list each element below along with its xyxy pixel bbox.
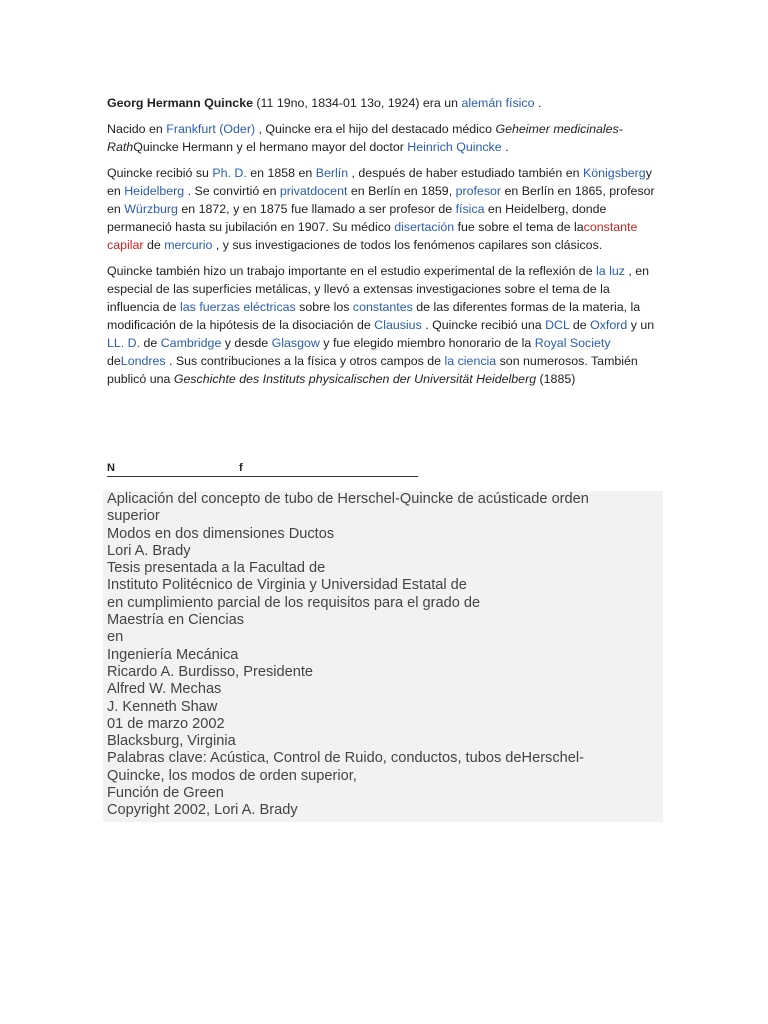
link-frankfurt[interactable]: Frankfurt (Oder) <box>166 122 256 136</box>
thesis-line: en cumplimiento parcial de los requisitos para el grado de <box>107 594 481 611</box>
thesis-line: Blacksburg, Virginia <box>107 733 236 750</box>
thesis-line: superior <box>107 508 160 525</box>
career-paragraph: Quincke recibió su Ph. D. en 1858 en Berlín , después de haber estudiado también en Königsbergy en Heidelberg . Se convirtió en privatdocent en Berlín en 1859, profesor en Berlín en 1865, profesor en Würzburg en 1872, y en 1875 fue llamado a ser profesor de física en Heidelberg, donde permaneció hasta su jubilación en 1907. Su médico disertación fue sobre el tema de laconstante capilar de mercurio , y sus investigaciones de todos los fenómenos capilares son clásicos. <box>107 166 655 252</box>
link-aleman[interactable]: alemán <box>461 96 503 110</box>
link-fisico[interactable]: físico <box>505 96 535 110</box>
thesis-title-block <box>103 491 663 822</box>
link-wurzburg[interactable]: Würzburg <box>124 202 178 216</box>
link-fuerzas-electricas[interactable]: las fuerzas eléctricas <box>180 300 296 314</box>
link-heidelberg[interactable]: Heidelberg <box>124 184 185 198</box>
link-phd[interactable]: Ph. D. <box>212 166 247 180</box>
thesis-line: Maestría en Ciencias <box>107 612 245 629</box>
intro-paragraph: Georg Hermann Quincke (11 19no, 1834-01 13o, 1924) era un alemán físico . <box>107 96 542 110</box>
link-constantes[interactable]: constantes <box>352 300 413 314</box>
link-constante-capilar[interactable]: constante capilar <box>107 220 638 252</box>
thesis-line: Función de Green <box>107 785 224 802</box>
research-paragraph: Quincke también hizo un trabajo importante en el estudio experimental de la reflexión de la luz , en especial de las superficies metálicas, y llevó a extensas investigaciones sobre el tema de la influencia de las fuerzas eléctricas sobre los constantes de las diferentes formas de la materia, la modificación de la hipótesis de la disociación de Clausius . Quincke recibió una DCL de Oxford y un LL. D. de Cambridge y desde Glasgow y fue elegido miembro honorario de la Royal Society deLondres . Sus contribuciones a la física y otros campos de la ciencia son numerosos. También publicó una Geschichte des Instituts physicalischen der Universität Heidelberg (1885) <box>107 264 655 386</box>
thesis-line: Quincke, los modos de orden superior, <box>107 767 357 784</box>
link-konigsberg[interactable]: Königsberg <box>583 166 646 180</box>
thesis-line: J. Kenneth Shaw <box>107 698 218 715</box>
thesis-line: Instituto Politécnico de Virginia y Universidad Estatal de <box>107 577 467 594</box>
link-berlin[interactable]: Berlín <box>315 166 349 180</box>
link-privatdocent[interactable]: privatdocent <box>279 184 348 198</box>
link-glasgow[interactable]: Glasgow <box>271 336 320 350</box>
link-cambridge[interactable]: Cambridge <box>160 336 222 350</box>
article-body <box>107 94 659 396</box>
thesis-line: Lori A. Brady <box>107 542 191 559</box>
link-clausius[interactable]: Clausius <box>374 318 422 332</box>
thesis-line: Palabras clave: Acústica, Control de Ruido, conductos, tubos deHerschel- <box>107 750 584 767</box>
field-label-n: N <box>107 462 115 474</box>
thesis-line: Tesis presentada a la Facultad de <box>107 560 326 577</box>
thesis-line: Alfred W. Mechas <box>107 681 222 698</box>
subject-name: Georg Hermann Quincke <box>107 96 253 110</box>
thesis-line: Ricardo A. Burdisso, Presidente <box>107 663 314 680</box>
field-label-f: f <box>239 462 243 474</box>
birth-paragraph: Nacido en Frankfurt (Oder) , Quincke era el hijo del destacado médico Geheimer medicinales-RathQuincke Hermann y el hermano mayor del doctor Heinrich Quincke . <box>107 122 623 154</box>
link-disertacion[interactable]: disertación <box>394 220 455 234</box>
link-heinrich-quincke[interactable]: Heinrich Quincke <box>407 140 502 154</box>
thesis-line: en <box>107 629 124 646</box>
link-la-luz[interactable]: la luz <box>596 264 625 278</box>
link-mercurio[interactable]: mercurio <box>164 238 213 252</box>
link-royal-society[interactable]: Royal Society <box>534 336 611 350</box>
link-dcl[interactable]: DCL <box>545 318 570 332</box>
link-londres[interactable]: Londres <box>120 354 166 368</box>
link-la-ciencia[interactable]: la ciencia <box>444 354 497 368</box>
link-lld[interactable]: LL. D. <box>107 336 141 350</box>
link-oxford[interactable]: Oxford <box>590 318 628 332</box>
link-fisica[interactable]: física <box>455 202 485 216</box>
thesis-line: 01 de marzo 2002 <box>107 715 225 732</box>
link-profesor[interactable]: profesor <box>455 184 502 198</box>
thesis-line: Ingeniería Mecánica <box>107 646 239 663</box>
thesis-line: Aplicación del concepto de tubo de Herschel-Quincke de acústicade orden <box>107 491 589 507</box>
thesis-line: Copyright 2002, Lori A. Brady <box>107 802 298 819</box>
form-field-line <box>107 462 418 477</box>
thesis-line: Modos en dos dimensiones Ductos <box>107 525 335 542</box>
